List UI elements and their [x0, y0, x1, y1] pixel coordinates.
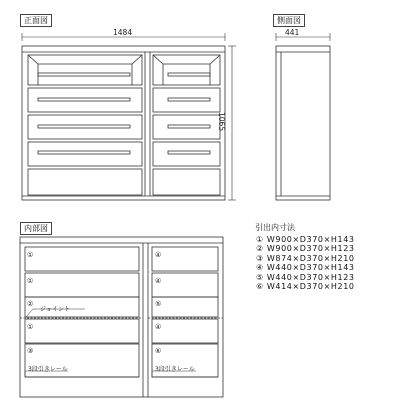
drawer-spec-row: ② W900×D370×H123 [256, 244, 355, 254]
drawer-marker-right-2: ④ [155, 277, 162, 285]
drawer-marker-left-3: ② [27, 300, 34, 308]
drawer-marker-left-5: ③ [27, 347, 34, 355]
inner-view-drawing [20, 237, 223, 397]
drawer-spec-row: ① W900×D370×H143 [256, 235, 355, 244]
front-view-label: 正面図 [20, 14, 52, 27]
drawer-specs-list [256, 235, 355, 291]
drawer-marker-left-1: ① [27, 251, 34, 259]
front-view-drawing [22, 33, 236, 200]
drawer-marker-right-4: ④ [155, 323, 162, 331]
width-dimension: 1484 [113, 28, 133, 37]
height-dimension: 1065 [217, 112, 226, 132]
drawer-spec-row: ④ W440×D370×H143 [256, 263, 355, 273]
joint-label: ジョイント [40, 306, 70, 313]
drawer-marker-left-2: ① [27, 277, 34, 285]
drawer-spec-row: ⑤ W440×D370×H123 [256, 272, 355, 282]
drawer-marker-left-4: ① [27, 323, 34, 331]
drawer-marker-right-1: ④ [155, 251, 162, 259]
rail-label-left: 3段引きレール [28, 366, 68, 373]
inner-view-label: 内部図 [20, 222, 52, 235]
drawer-specs-title: 引出内寸法 [255, 223, 295, 232]
depth-dimension: 441 [285, 28, 300, 37]
side-view-drawing [276, 33, 330, 200]
side-view-label: 側面図 [273, 14, 305, 27]
drawer-spec-row: ③ W874×D370×H210 [256, 253, 355, 263]
drawer-marker-right-5: ⑥ [155, 347, 162, 355]
drawer-marker-right-3: ⑤ [155, 300, 162, 308]
rail-label-right: 3段引きレール [155, 366, 195, 373]
drawer-spec-row: ⑥ W414×D370×H210 [256, 282, 355, 292]
